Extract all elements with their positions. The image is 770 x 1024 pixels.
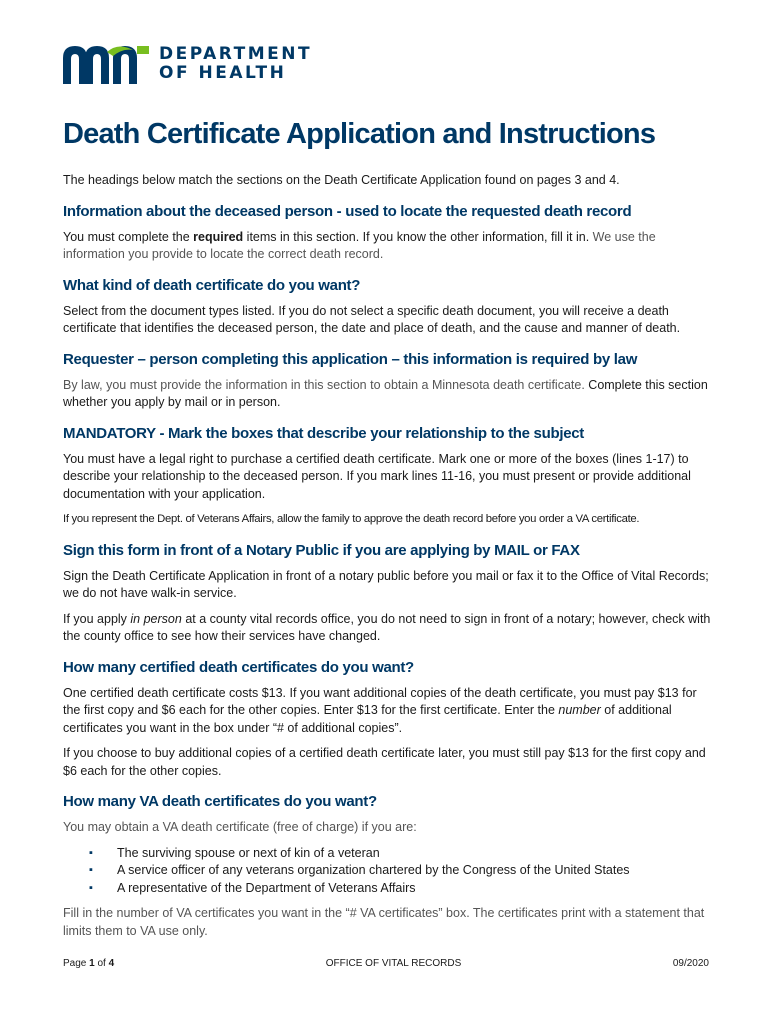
section-requester-heading: Requester – person completing this application – this information is required by law	[63, 350, 638, 368]
page-number: Page 1 of 4	[63, 958, 115, 969]
footer-office: OFFICE OF VITAL RECORDS	[325, 958, 462, 969]
section-certified-later: If you choose to buy additional copies of a certified death certificate later, you must still pay $13 for the first copy and $6 each for the other copies.	[63, 746, 706, 778]
section-va-heading: How many VA death certificates do you want?	[63, 793, 377, 810]
list-item: ▪ The surviving spouse or next of kin of a veteran	[89, 845, 713, 863]
page-title: Death Certificate Application and Instructions	[63, 118, 656, 150]
section-deceased-text: You must complete the required items in this section. If you know the other information, fill it in. We use the information you provide to locate the correct death record.	[63, 229, 656, 261]
section-requester-text: By law, you must provide the information in this section to obtain a Minnesota death certificate. Complete this section whether you apply by mail or in person.	[63, 377, 708, 409]
va-eligibility-list	[63, 845, 713, 898]
section-va-text: You may obtain a VA death certificate (free of charge) if you are:	[63, 820, 417, 834]
section-certified-heading: How many certified death certificates do you want?	[63, 658, 414, 676]
mn-logo-icon	[63, 44, 149, 84]
section-mandatory-note: If you represent the Dept. of Veterans Affairs, allow the family to approve the death record before you order a VA certificate.	[63, 513, 640, 525]
main-content	[63, 172, 713, 948]
logo-line1: DEPARTMENT	[159, 44, 313, 64]
section-notary-text: Sign the Death Certificate Application in front of a notary public before you mail or fax it to the Office of Vital Records; we do not have walk-in service.	[63, 568, 709, 600]
section-mandatory-text: You must have a legal right to purchase a certified death certificate. Mark one or more of the boxes (lines 1-17) to describe your relationship to the deceased person. If you mark lines 11-16, you must present or provide additional documentation with your application.	[63, 451, 691, 501]
intro-text: The headings below match the sections on the Death Certificate Application found on pages 3 and 4.	[63, 173, 620, 187]
section-type-text: Select from the document types listed. If you do not select a specific death document, you will receive a death certificate that identifies the deceased person, the date and place of death, and the cause and manner of death.	[63, 303, 681, 335]
section-certified-text: One certified death certificate costs $13. If you want additional copies of the death certificate, you must pay $13 for the first copy and $6 each for the other copies. Enter $13 for the first certificate. Enter the number of additional certificates you want in the box under “# of additional copies”.	[63, 685, 697, 735]
section-va-note: Fill in the number of VA certificates you want in the “# VA certificates” box. The certificates print with a statement that limits them to VA use only.	[63, 906, 705, 938]
list-item: ▪ A representative of the Department of Veterans Affairs	[89, 880, 713, 898]
logo-line2: OF HEALTH	[159, 63, 287, 83]
footer-date: 09/2020	[672, 958, 709, 969]
list-item: ▪ A service officer of any veterans organization chartered by the Congress of the United States	[89, 862, 713, 880]
section-type-heading: What kind of death certificate do you want?	[63, 276, 361, 294]
section-notary-heading: Sign this form in front of a Notary Public if you are applying by MAIL or FAX	[63, 541, 580, 559]
section-mandatory-heading: MANDATORY - Mark the boxes that describe your relationship to the subject	[63, 424, 584, 442]
mdh-logo	[63, 44, 312, 84]
section-deceased-heading: Information about the deceased person - used to locate the requested death record	[63, 202, 632, 220]
section-notary-inperson: If you apply in person at a county vital records office, you do not need to sign in front of a notary; however, check with the county office to see how their services have changed.	[63, 611, 711, 643]
page-footer	[63, 958, 709, 969]
logo-wordmark	[159, 45, 312, 83]
